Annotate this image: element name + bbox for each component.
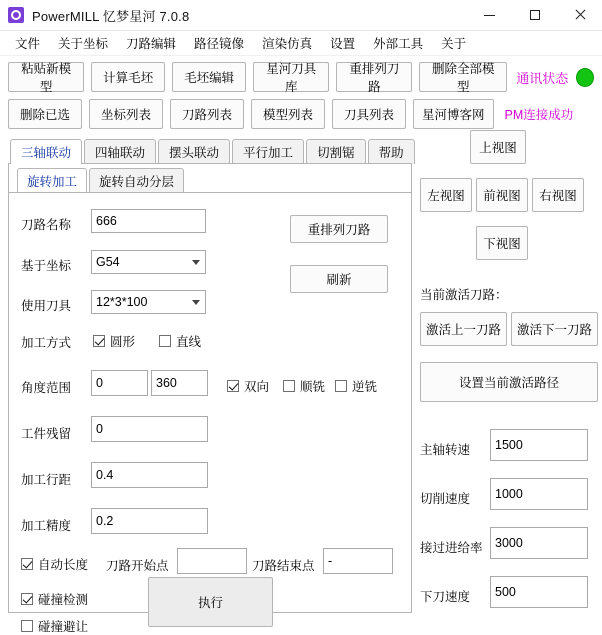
collision-avoid-label: 碰撞避让	[38, 620, 89, 634]
checkbox-box	[335, 380, 347, 392]
angle-end-input[interactable]	[151, 370, 208, 396]
stock-left-input[interactable]	[91, 416, 208, 442]
refresh-button[interactable]: 刷新	[290, 265, 388, 293]
front-view-button[interactable]: 前视图	[476, 178, 528, 212]
base-coordinate-value: G54	[96, 255, 120, 269]
close-icon	[574, 9, 586, 21]
model-list-button[interactable]: 模型列表	[251, 99, 325, 129]
calculate-blank-button[interactable]: 计算毛坯	[91, 62, 165, 92]
rotary-machining-form	[9, 192, 411, 634]
tab-parallel-machining[interactable]: 平行加工	[232, 139, 304, 164]
tool-label: 使用刀具	[21, 299, 72, 313]
pm-connection-status: PM连接成功	[504, 108, 574, 122]
chevron-down-icon	[192, 260, 200, 265]
stock-left-label: 工件残留	[21, 427, 72, 441]
minimize-button[interactable]	[467, 0, 512, 30]
activate-prev-toolpath-button[interactable]: 激活上一刀路	[420, 312, 507, 346]
menu-item-render-simulation[interactable]: 渲染仿真	[262, 37, 313, 51]
approach-feed-input[interactable]	[490, 527, 588, 559]
toolpath-name-input[interactable]	[91, 209, 206, 233]
checkbox-box	[283, 380, 295, 392]
collision-check-label: 碰撞检测	[38, 593, 89, 607]
tab-help[interactable]: 帮助	[368, 139, 415, 164]
reorder-toolpaths-button[interactable]: 重排列刀路	[336, 62, 412, 92]
bottom-view-button[interactable]: 下视图	[476, 226, 528, 260]
reorder-toolpaths-panel-button[interactable]: 重排列刀路	[290, 215, 388, 243]
step-over-label: 加工行距	[21, 473, 72, 487]
activate-next-toolpath-button[interactable]: 激活下一刀路	[511, 312, 598, 346]
title-bar	[0, 0, 602, 31]
menu-item-settings[interactable]: 设置	[330, 37, 356, 51]
plunge-speed-input[interactable]	[490, 576, 588, 608]
angle-start-input[interactable]	[91, 370, 148, 396]
toolbar-row-1	[8, 62, 594, 92]
checkbox-box	[21, 593, 33, 605]
top-view-button[interactable]: 上视图	[470, 130, 526, 164]
cut-speed-label: 切削速度	[420, 492, 471, 506]
path-end-input[interactable]	[323, 548, 393, 574]
tolerance-label: 加工精度	[21, 519, 72, 533]
right-view-button[interactable]: 右视图	[532, 178, 584, 212]
paste-new-model-button[interactable]: 粘贴新模型	[8, 62, 84, 92]
machining-mode-label: 加工方式	[21, 336, 72, 350]
window-title: PowerMILL 忆梦星河 7.0.8	[32, 8, 190, 24]
step-over-input[interactable]	[91, 462, 208, 488]
checkbox-box	[21, 558, 33, 570]
menu-item-external-tools[interactable]: 外部工具	[373, 37, 424, 51]
bidirectional-checkbox[interactable]	[227, 377, 269, 395]
tab-three-axis[interactable]: 三轴联动	[10, 139, 82, 164]
tool-list-button[interactable]: 刀具列表	[332, 99, 406, 129]
tolerance-input[interactable]	[91, 508, 208, 534]
subtab-rotary-auto-layer[interactable]: 旋转自动分层	[89, 168, 184, 193]
toolbar-row-2	[8, 99, 594, 129]
base-coordinate-label: 基于坐标	[21, 259, 72, 273]
coordinate-list-button[interactable]: 坐标列表	[89, 99, 163, 129]
execute-button[interactable]: 执行	[148, 577, 273, 627]
auto-length-checkbox[interactable]	[21, 555, 88, 573]
minimize-icon	[484, 15, 495, 16]
tool-library-button[interactable]: 星河刀具库	[253, 62, 329, 92]
conventional-milling-checkbox[interactable]	[335, 377, 377, 395]
menu-item-file[interactable]: 文件	[15, 37, 41, 51]
tab-cutting-saw[interactable]: 切割锯	[306, 139, 366, 164]
toolpath-list-button[interactable]: 刀路列表	[170, 99, 244, 129]
mode-line-checkbox[interactable]	[159, 332, 201, 350]
tab-swing-head[interactable]: 摆头联动	[158, 139, 230, 164]
close-button[interactable]	[557, 0, 602, 30]
checkbox-box	[159, 335, 171, 347]
set-active-path-button[interactable]: 设置当前激活路径	[420, 362, 598, 402]
approach-feed-label: 接过进给率	[420, 541, 483, 555]
tool-value: 12*3*100	[96, 295, 148, 309]
bidirectional-label: 双向	[244, 380, 270, 394]
window-controls	[467, 0, 602, 30]
angle-range-label: 角度范围	[21, 381, 72, 395]
menu-item-coordinates[interactable]: 关于坐标	[58, 37, 109, 51]
subtab-rotary-machining[interactable]: 旋转加工	[17, 168, 87, 193]
active-toolpath-label: 当前激活刀路：	[420, 288, 508, 302]
maximize-button[interactable]	[512, 0, 557, 30]
three-axis-panel	[8, 163, 412, 634]
menu-item-about[interactable]: 关于	[441, 37, 467, 51]
menu-bar	[0, 31, 602, 56]
toolbar	[0, 56, 602, 138]
app-icon	[8, 7, 24, 23]
checkbox-box	[227, 380, 239, 392]
checkbox-box	[93, 335, 105, 347]
auto-length-label: 自动长度	[38, 558, 89, 572]
tool-select[interactable]	[91, 290, 206, 314]
chevron-down-icon	[192, 300, 200, 305]
checkbox-box	[21, 620, 33, 632]
climb-milling-label: 顺铣	[300, 380, 326, 394]
plunge-speed-label: 下刀速度	[420, 590, 471, 604]
spindle-speed-input[interactable]	[490, 429, 588, 461]
delete-all-models-button[interactable]: 删除全部模型	[419, 62, 507, 92]
path-start-input[interactable]	[177, 548, 247, 574]
toolpath-name-label: 刀路名称	[21, 218, 72, 232]
connection-led-icon	[576, 68, 594, 87]
edit-blank-button[interactable]: 毛坯编辑	[172, 62, 246, 92]
menu-item-path-mirror[interactable]: 路径镜像	[194, 37, 245, 51]
collision-avoid-checkbox[interactable]	[21, 617, 88, 635]
path-start-label: 刀路开始点	[106, 559, 169, 573]
communication-status-label: 通讯状态	[516, 70, 569, 86]
path-end-label: 刀路结束点	[252, 559, 315, 573]
delete-selected-button[interactable]: 删除已选	[8, 99, 82, 129]
tab-four-axis[interactable]: 四轴联动	[84, 139, 156, 164]
spindle-speed-label: 主轴转速	[420, 443, 471, 457]
blog-website-button[interactable]: 星河博客网	[413, 99, 494, 129]
maximize-icon	[530, 10, 540, 20]
mode-circle-checkbox[interactable]	[93, 332, 135, 350]
mode-circle-label: 圆形	[110, 335, 136, 349]
mode-line-label: 直线	[176, 335, 202, 349]
menu-item-toolpath-edit[interactable]: 刀路编辑	[126, 37, 177, 51]
conventional-milling-label: 逆铣	[352, 380, 378, 394]
cut-speed-input[interactable]	[490, 478, 588, 510]
sub-tabstrip	[9, 170, 411, 192]
climb-milling-checkbox[interactable]	[283, 377, 325, 395]
collision-check-checkbox[interactable]	[21, 590, 88, 608]
base-coordinate-select[interactable]	[91, 250, 206, 274]
left-view-button[interactable]: 左视图	[420, 178, 472, 212]
